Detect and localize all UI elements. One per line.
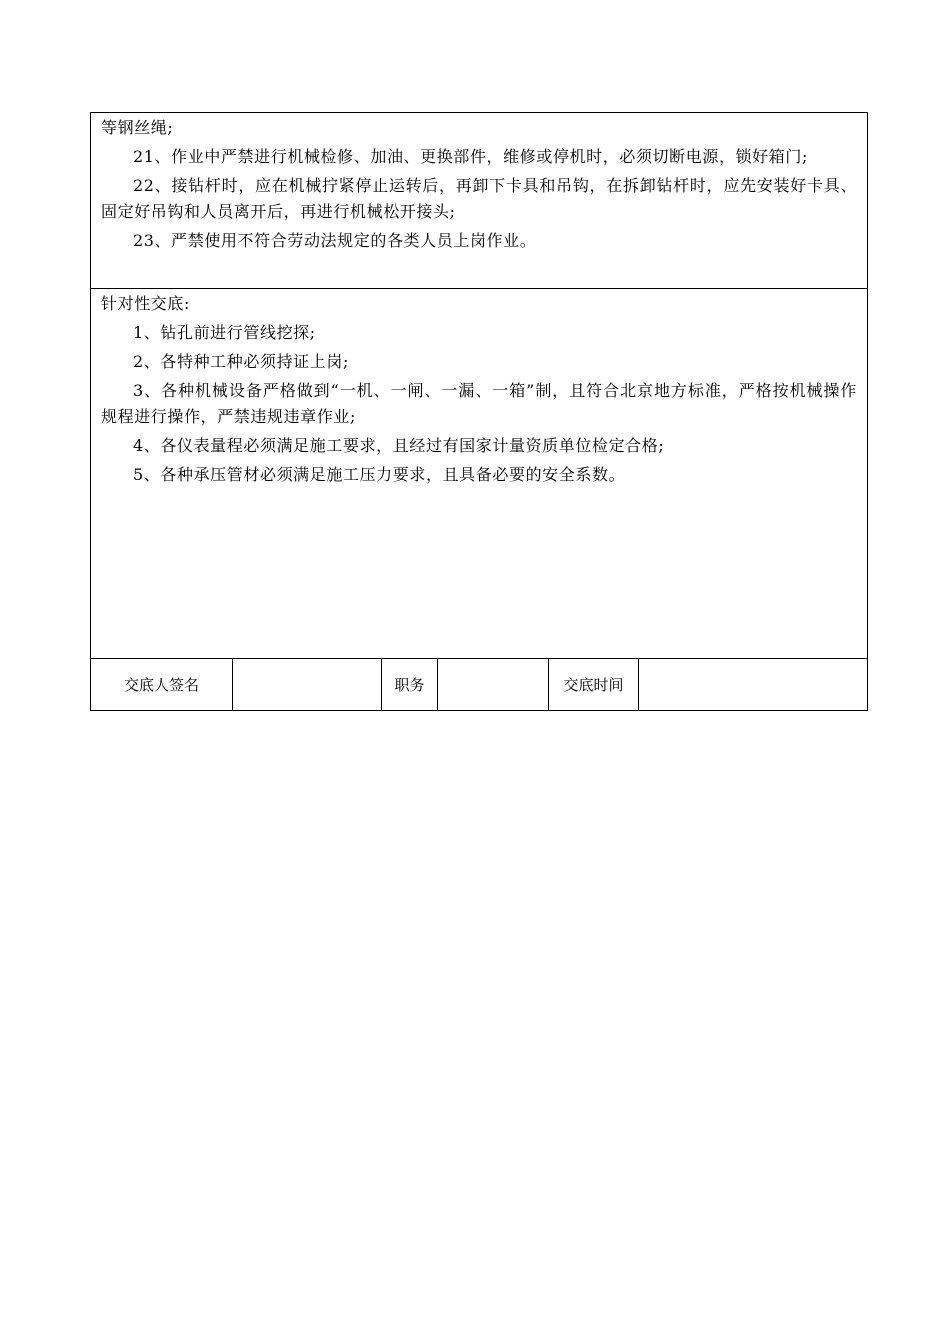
discloser-signature-label: 交底人签名 xyxy=(91,659,233,711)
specific-item-1: 1、钻孔前进行管线挖探; xyxy=(133,323,316,342)
rule-21: 21、作业中严禁进行机械检修、加油、更换部件，维修或停机时，必须切断电源，锁好箱门; xyxy=(133,147,808,166)
position-field[interactable] xyxy=(438,659,549,711)
specific-item-3: 3、各种机械设备严格做到“一机、一闸、一漏、一箱”制，且符合北京地方标准，严格按机械操作规程进行操作，严禁违规违章作业; xyxy=(101,381,858,426)
disclosure-table xyxy=(90,112,868,711)
signature-row xyxy=(91,659,868,711)
specific-item-2: 2、各特种工种必须持证上岗; xyxy=(133,352,349,371)
specific-disclosure-heading: 针对性交底: xyxy=(101,294,190,313)
disclosure-time-label: 交底时间 xyxy=(549,659,639,711)
specific-item-4: 4、各仪表量程必须满足施工要求，且经过有国家计量资质单位检定合格; xyxy=(133,436,665,455)
safety-rules-cell xyxy=(91,113,868,289)
specific-disclosure-cell xyxy=(91,289,868,659)
rule-23: 23、严禁使用不符合劳动法规定的各类人员上岗作业。 xyxy=(133,231,537,250)
rule-continuation: 等钢丝绳; xyxy=(101,118,174,137)
position-label: 职务 xyxy=(382,659,438,711)
disclosure-time-field[interactable] xyxy=(639,659,868,711)
discloser-signature-field[interactable] xyxy=(233,659,382,711)
rule-22: 22、接钻杆时，应在机械拧紧停止运转后，再卸下卡具和吊钩，在拆卸钻杆时，应先安装好卡具、固定好吊钩和人员离开后，再进行机械松开接头; xyxy=(101,176,858,221)
specific-item-5: 5、各种承压管材必须满足施工压力要求，且具备必要的安全系数。 xyxy=(133,465,626,484)
